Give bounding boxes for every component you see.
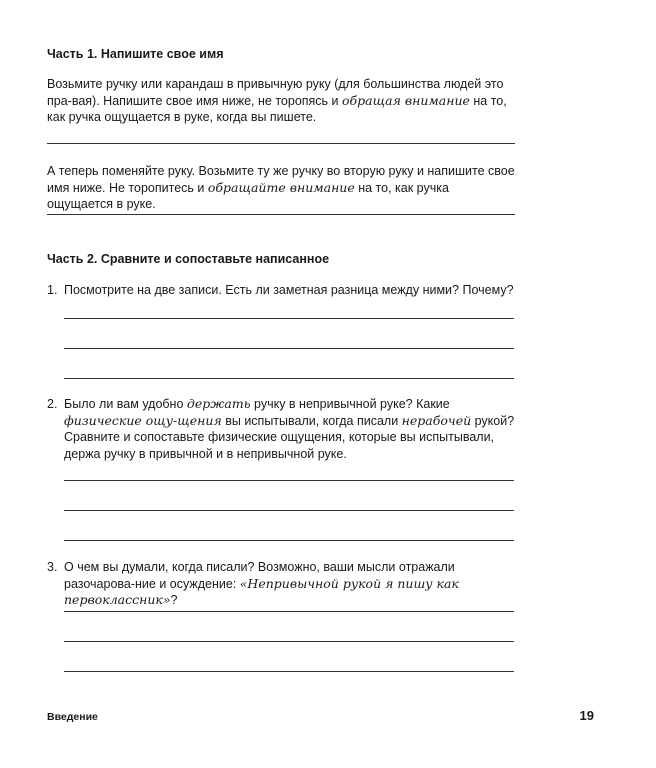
- text: Было ли вам удобно: [64, 397, 187, 411]
- italic-text: нерабочей: [401, 412, 472, 428]
- text: ?: [170, 593, 178, 607]
- footer-section-title: Введение: [47, 711, 98, 723]
- italic-text: «Непривычной рукой я пишу как первоклассник»: [64, 575, 459, 607]
- italic-text: держать: [186, 396, 251, 411]
- answer-line[interactable]: [64, 480, 514, 481]
- text: Возьмите ручку или карандаш в привычную руку (для большинства людей это пра-вая). Напишите свое имя ниже, не торопясь и: [47, 77, 504, 108]
- question-number: 1.: [47, 283, 58, 297]
- text: вы испытывали, когда писали: [221, 413, 402, 428]
- text: рукой? Сравните и сопоставьте физические ощущения, которые вы испытывали, держа ручку в привычной и в непривычной руке.: [64, 413, 515, 461]
- question-text: [64, 559, 516, 609]
- answer-line[interactable]: [64, 611, 514, 612]
- answer-line[interactable]: [64, 641, 514, 642]
- page-number: 19: [579, 708, 594, 723]
- write-line[interactable]: [47, 214, 515, 215]
- italic-text: физические ощу-щения: [64, 412, 222, 428]
- answer-line[interactable]: [64, 348, 514, 349]
- question-text: Посмотрите на две записи. Есть ли заметная разница между ними? Почему?: [64, 283, 514, 297]
- answer-line[interactable]: [64, 318, 514, 319]
- text: ручку в непривычной руке? Какие: [250, 397, 450, 411]
- answer-line[interactable]: [64, 378, 514, 379]
- text: А теперь поменяйте руку. Возьмите ту же ручку во вторую руку и напишите свое имя ниже. Не торопитесь и: [47, 164, 515, 195]
- answer-line[interactable]: [64, 540, 514, 541]
- question-number: 3.: [47, 560, 58, 574]
- part2-heading: Часть 2. Сравните и сопоставьте написанное: [47, 252, 330, 266]
- part1-heading: Часть 1. Напишите свое имя: [47, 47, 224, 61]
- text: на то, как ручка ощущается в руке, когда вы пишете.: [47, 93, 507, 124]
- italic-text: обращайте внимание: [207, 179, 355, 195]
- write-line[interactable]: [47, 143, 515, 144]
- text: О чем вы думали, когда писали? Возможно, ваши мысли отражали разочарова-ние и осуждение:: [64, 560, 455, 591]
- question-text: [64, 396, 516, 462]
- answer-line[interactable]: [64, 510, 514, 511]
- italic-text: обращая внимание: [342, 92, 470, 108]
- answer-line[interactable]: [64, 671, 514, 672]
- part1-instruction-2: [47, 163, 517, 213]
- question-number: 2.: [47, 397, 58, 411]
- part1-instruction-1: [47, 76, 517, 126]
- text: на то, как ручка ощущается в руке.: [47, 180, 449, 211]
